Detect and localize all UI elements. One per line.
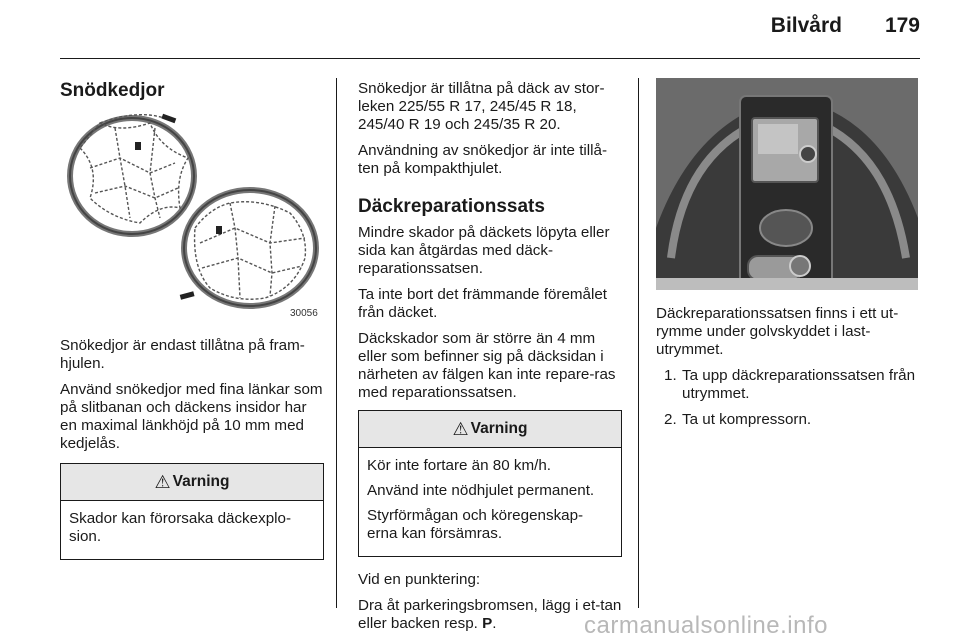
- section-title: Bilvård: [770, 14, 842, 37]
- warning-body: [359, 448, 621, 556]
- steps-list: [656, 367, 926, 429]
- paragraph: Ta inte bort det främmande föremålet från däcket.: [358, 286, 608, 321]
- paragraph: Använd snökedjor med fina länkar som på slitbanan och däckens insidor har en maximal länkhöjd på 10 mm med kedjelås.: [60, 381, 323, 452]
- column-divider-2: [638, 78, 639, 608]
- step-text: Ta ut kompressorn.: [682, 411, 812, 428]
- paragraph: Mindre skador på däckets löpyta eller sida kan åtgärdas med däck-reparationssatsen.: [358, 224, 610, 277]
- warning-box: [60, 463, 324, 560]
- warning-line: Styrförmågan och köregenskap-erna kan försämras.: [367, 507, 584, 542]
- step-text: Ta upp däckreparationssatsen från utrymmet.: [682, 367, 916, 402]
- warning-title: Varning: [470, 420, 528, 437]
- warning-line: Använd inte nödhjulet permanent.: [367, 482, 595, 499]
- repair-kit-heading: Däckreparationssats: [358, 196, 545, 217]
- step-number: 2.: [664, 411, 677, 428]
- paragraph: Däckskador som är större än 4 mm eller som befinner sig på däcksidan i närheten av fälgen kan inte repare-ras med reparationssatsen.: [358, 330, 616, 401]
- warning-title-bar: [359, 411, 621, 448]
- page-header: [0, 0, 960, 62]
- snow-chains-illustration: [60, 108, 324, 323]
- watermark: carmanualsonline.info: [584, 612, 828, 639]
- column-2: [358, 80, 624, 641]
- list-item: [656, 367, 926, 403]
- page-number: 179: [884, 14, 920, 37]
- text-span: Dra åt parkeringsbromsen, lägg i et-tan eller backen resp.: [358, 597, 622, 632]
- text-span: .: [492, 615, 497, 632]
- warning-title: Varning: [172, 473, 230, 490]
- column-3: [656, 305, 926, 437]
- warning-body: [61, 501, 323, 559]
- column-1: [60, 80, 324, 102]
- warning-line: Kör inte fortare än 80 km/h.: [367, 457, 552, 474]
- warning-triangle-icon: ⚠: [452, 419, 469, 439]
- paragraph: Snökedjor är tillåtna på däck av stor-leken 225/55 R 17, 245/45 R 18, 245/40 R 19 och 245/35 R 20.: [358, 80, 605, 133]
- gear-position-p: P: [482, 615, 493, 632]
- step-number: 1.: [664, 367, 677, 384]
- warning-box: [358, 410, 622, 557]
- warning-triangle-icon: ⚠: [154, 472, 171, 492]
- header-rule: [60, 58, 920, 59]
- column-divider-1: [336, 78, 337, 608]
- warning-title-bar: [61, 464, 323, 501]
- paragraph: Användning av snökedjor är inte tillå-ten på kompakthjulet.: [358, 142, 608, 177]
- paragraph: Vid en punktering:: [358, 571, 481, 588]
- trunk-compartment-photo: [656, 78, 918, 290]
- paragraph: Snökedjor är endast tillåtna på fram-hjulen.: [60, 337, 305, 372]
- warning-text: Skador kan förorsaka däckexplo-sion.: [69, 510, 292, 545]
- snow-chains-heading: Snödkedjor: [60, 80, 165, 101]
- paragraph: Däckreparationssatsen finns i ett ut-rymme under golvskyddet i last-utrymmet.: [656, 305, 899, 358]
- column-1-body: [60, 337, 326, 560]
- figure-number: 30056: [290, 308, 318, 319]
- list-item: [656, 411, 926, 429]
